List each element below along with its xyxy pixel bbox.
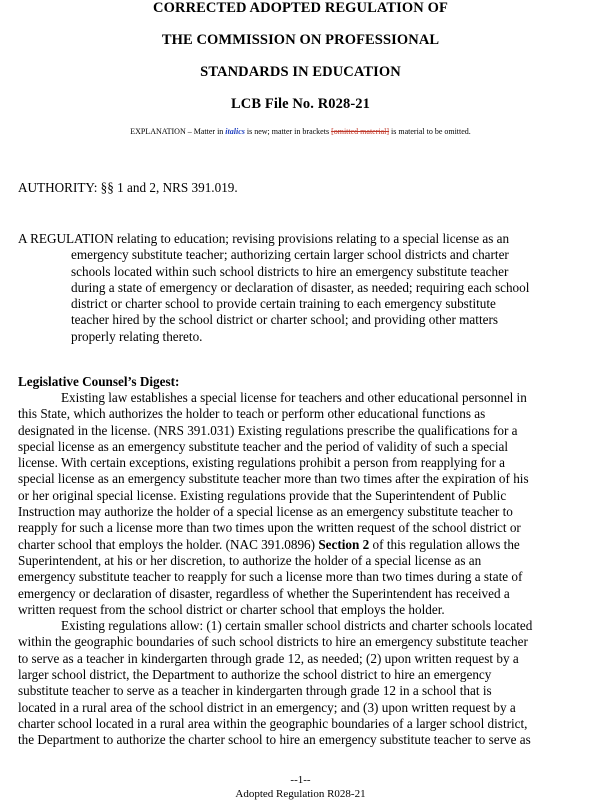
section-2-reference: Section 2 xyxy=(318,536,370,552)
digest-line-text: of this regulation allows the xyxy=(369,536,520,552)
lcb-file-number: LCB File No. R028-21 xyxy=(231,96,370,112)
digest-line: charter school located in a rural area within the geographic boundaries of a larger school district, xyxy=(18,715,528,731)
digest-line: license. With certain exceptions, existing regulations prohibit a person from reapplying for a xyxy=(18,455,506,471)
title-line-2: THE COMMISSION ON PROFESSIONAL xyxy=(161,32,440,48)
title-line-1: CORRECTED ADOPTED REGULATION OF xyxy=(153,0,448,16)
digest-line: Existing regulations allow: (1) certain smaller school districts and charter schools located xyxy=(61,618,533,634)
digest-line: emergency substitute teacher to reapply for such a license more than two times during a state of xyxy=(18,569,523,585)
regulation-line: schools located within such school districts to hire an emergency substitute teacher xyxy=(71,263,509,279)
digest-line: written request from the school district or charter school that employs the holder. xyxy=(18,601,445,617)
digest-line: this State, which authorizes the holder to teach or perform other educational functions as xyxy=(18,406,486,422)
regulation-line: teacher hired by the school district or charter school; and providing other matters xyxy=(71,312,498,328)
explanation-prefix: EXPLANATION – Matter in xyxy=(130,127,226,136)
regulation-line: emergency substitute teacher; authorizing certain larger school districts and charter xyxy=(71,247,509,263)
regulation-line: during a state of emergency or declaration of disaster, as needed; requiring each school xyxy=(71,279,530,295)
digest-line: emergency or declaration of disaster, regardless of whether the Superintendent has received a xyxy=(18,585,510,601)
digest-line: the Department to authorize the charter school to hire an emergency substitute teacher to serve as xyxy=(18,732,531,748)
digest-line: Instruction may authorize the holder of a special license as an emergency substitute teacher to xyxy=(18,504,513,520)
explanation-note xyxy=(0,127,601,137)
regulation-line: district or charter school to provide certain training to each emergency substitute xyxy=(71,296,496,312)
digest-line: larger school district, the Department to authorize the school district to hire an emergency xyxy=(18,667,492,683)
regulation-summary xyxy=(18,231,573,345)
digest-line: Existing law establishes a special license for teachers and other educational personnel in xyxy=(61,390,527,405)
footer-label: Adopted Regulation R028-21 xyxy=(235,788,366,800)
digest-line: to serve as a teacher in kindergarten through grade 12, as needed; (2) upon written request by a xyxy=(18,650,519,666)
digest-line: special license as an emergency substitute teacher and the period of validity of such a special xyxy=(18,438,509,454)
digest-line xyxy=(18,537,583,553)
digest-line: substitute teacher to serve as a teacher in kindergarten through grade 12 in a school that is xyxy=(18,683,492,699)
digest-line-text: charter school that employs the holder. (NAC 391.0896) xyxy=(18,536,319,552)
digest-line: within the geographic boundaries of such school districts to hire an emergency substitute teacher xyxy=(18,634,528,650)
digest-body xyxy=(18,390,583,749)
digest-line: located in a rural area of the school district in an emergency; and (3) upon written request by a xyxy=(18,699,516,715)
authority-line: AUTHORITY: §§ 1 and 2, NRS 391.019. xyxy=(18,180,238,195)
digest-line: reapply for such a license more than two times upon the written request of the school district or xyxy=(18,520,521,536)
digest-line: Superintendent, at his or her discretion, to authorize the holder of a special license as an xyxy=(18,552,482,568)
explanation-italics-word: italics xyxy=(225,127,245,136)
explanation-suffix: is material to be omitted. xyxy=(389,127,471,136)
digest-line: designated in the license. (NRS 391.031) Existing regulations prescribe the qualifications for a xyxy=(18,422,518,438)
title-line-3: STANDARDS IN EDUCATION xyxy=(200,64,401,80)
regulation-line: A REGULATION relating to education; revising provisions relating to a special license as an xyxy=(18,231,510,246)
regulation-line: properly relating thereto. xyxy=(71,328,203,344)
page-number: --1-- xyxy=(290,774,311,786)
digest-line: or her original special license. Existing regulations provide that the Superintendent of Public xyxy=(18,487,507,503)
digest-line: special license as an emergency substitute teacher more than two times after the expiration of his xyxy=(18,471,529,487)
digest-heading: Legislative Counsel’s Digest: xyxy=(18,374,180,389)
explanation-omitted-sample: [omitted material] xyxy=(331,127,390,136)
explanation-middle: is new; matter in brackets xyxy=(244,127,332,136)
